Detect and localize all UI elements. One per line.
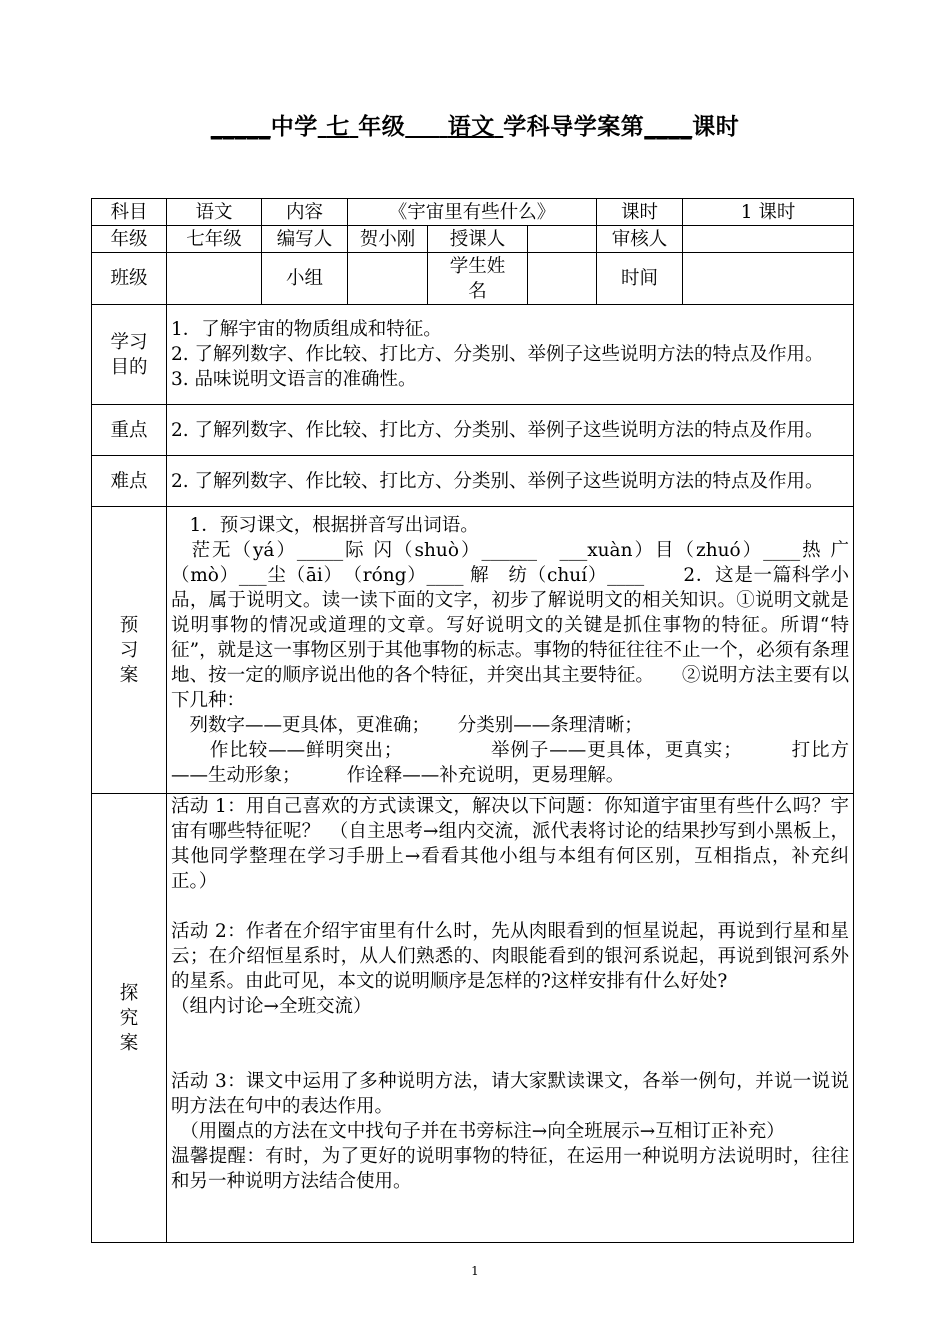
info-row-1 [92, 199, 854, 226]
explore-row [92, 794, 854, 1243]
title-school: 中学 [270, 113, 318, 140]
key-point-text: 2. 了解列数字、作比较、打比方、分类别、举例子这些说明方法的特点及作用。 [167, 405, 854, 456]
preview-line-3: 列数字——更具体，更准确； 分类别——条理清晰； [171, 714, 643, 736]
activity-3: 活动 3：课文中运用了多种说明方法，请大家默读课文，各举一例句，并说一说说明方法在句中的表达作用。 [171, 1071, 850, 1117]
preview-line-1: 1．预习课文，根据拼音写出词语。 [171, 514, 479, 536]
content-label: 内容 [262, 199, 348, 226]
explore-label: 探 究 案 [92, 794, 167, 1243]
title-blank-1: _____ [210, 113, 271, 140]
title-blank-3: ____ [644, 113, 693, 140]
title-subject: 语文 [447, 113, 495, 140]
goal-item-1: 1．了解宇宙的物质组成和特征。 [171, 319, 442, 340]
lesson-plan-table [91, 198, 854, 1243]
activity-1: 活动 1：用自己喜欢的方式读课文，解决以下问题：你知道宇宙里有些什么吗？宇宙有哪些特征呢？ （自主思考→组内交流，派代表将讨论的结果抄写到小黑板上，其他同学整理在学习手册上→看看其他小组与本组有何区别，互相指点，补充纠正。） [171, 796, 850, 892]
difficulty-text: 2. 了解列数字、作比较、打比方、分类别、举例子这些说明方法的特点及作用。 [167, 456, 854, 507]
grade-value: 七年级 [167, 226, 262, 253]
title-grade-suffix: 年级 [358, 113, 406, 140]
title-middle: 学科导学案第 [503, 113, 645, 140]
page-title [0, 108, 950, 141]
class-value [167, 253, 262, 305]
period-value: 1 课时 [683, 199, 854, 226]
key-point-label: 重点 [92, 405, 167, 456]
preview-content [167, 507, 854, 794]
teacher-label: 授课人 [428, 226, 528, 253]
time-value [683, 253, 854, 305]
explore-content [167, 794, 854, 1243]
difficulty-label: 难点 [92, 456, 167, 507]
warm-tip: 温馨提醒：有时，为了更好的说明事物的特征，在运用一种说明方法说明时，往往和另一种说明方法结合使用。 [171, 1146, 850, 1192]
author-label: 编写人 [262, 226, 348, 253]
title-grade: 七 [326, 113, 350, 140]
goals-row [92, 305, 854, 405]
page-number: 1 [471, 1264, 479, 1278]
preview-label: 预 习 案 [92, 507, 167, 794]
group-label: 小组 [262, 253, 348, 305]
subject-label: 科目 [92, 199, 167, 226]
period-label: 课时 [597, 199, 683, 226]
info-row-3 [92, 253, 854, 305]
teacher-value [528, 226, 597, 253]
reviewer-value [683, 226, 854, 253]
preview-row [92, 507, 854, 794]
content-value: 《宇宙里有些什么》 [348, 199, 597, 226]
subject-value: 语文 [167, 199, 262, 226]
title-blank-2 [405, 113, 439, 140]
grade-label: 年级 [92, 226, 167, 253]
difficulty-row [92, 456, 854, 507]
activity-2-note: （组内讨论→全班交流） [171, 996, 372, 1017]
student-name-value [528, 253, 597, 305]
preview-line-2: 茫无（yá）_____际 闪（shuò）______ ___xuàn）目（zhuó）____热 广（mò）___尘（āi） （róng）____ 解 纺（chuí）____ 2．这是一篇科学小品，属于说明文。读一读下面的文字，初步了解说明文的相关知识。①说明文就是说明事物的情况或道理的文章。写好说明文的关键是抓住事物的特征。所谓“特征”，就是这一事物区别于其他事物的标志。事物的特征往往不止一个，必须有条理地、按一定的顺序说出他的各个特征，并突出其主要特征。 ②说明方法主要有以下几种： [171, 539, 850, 711]
preview-line-4: 作比较——鲜明突出； 举例子——更具体，更真实； 打比方——生动形象； 作诠释——补充说明，更易理解。 [171, 739, 850, 786]
info-row-2 [92, 226, 854, 253]
title-end: 课时 [692, 113, 740, 140]
goal-item-3: 3. 品味说明文语言的准确性。 [171, 369, 417, 390]
key-point-row [92, 405, 854, 456]
reviewer-label: 审核人 [597, 226, 683, 253]
goals-label: 学习 目的 [92, 305, 167, 405]
group-value [348, 253, 428, 305]
time-label: 时间 [597, 253, 683, 305]
activity-2: 活动 2：作者在介绍宇宙里有什么时，先从肉眼看到的恒星说起，再说到行星和星云；在介绍恒星系时，从人们熟悉的、肉眼能看到的银河系说起，再说到银河系外的星系。由此可见，本文的说明顺序是怎样的?这样安排有什么好处? [171, 921, 850, 992]
author-value: 贺小刚 [348, 226, 428, 253]
student-name-label: 学生姓名 [428, 253, 528, 305]
goals-content [167, 305, 854, 405]
class-label: 班级 [92, 253, 167, 305]
activity-3-note: （用圈点的方法在文中找句子并在书旁标注→向全班展示→互相订正补充） [171, 1121, 785, 1142]
goal-item-2: 2. 了解列数字、作比较、打比方、分类别、举例子这些说明方法的特点及作用。 [171, 344, 824, 365]
